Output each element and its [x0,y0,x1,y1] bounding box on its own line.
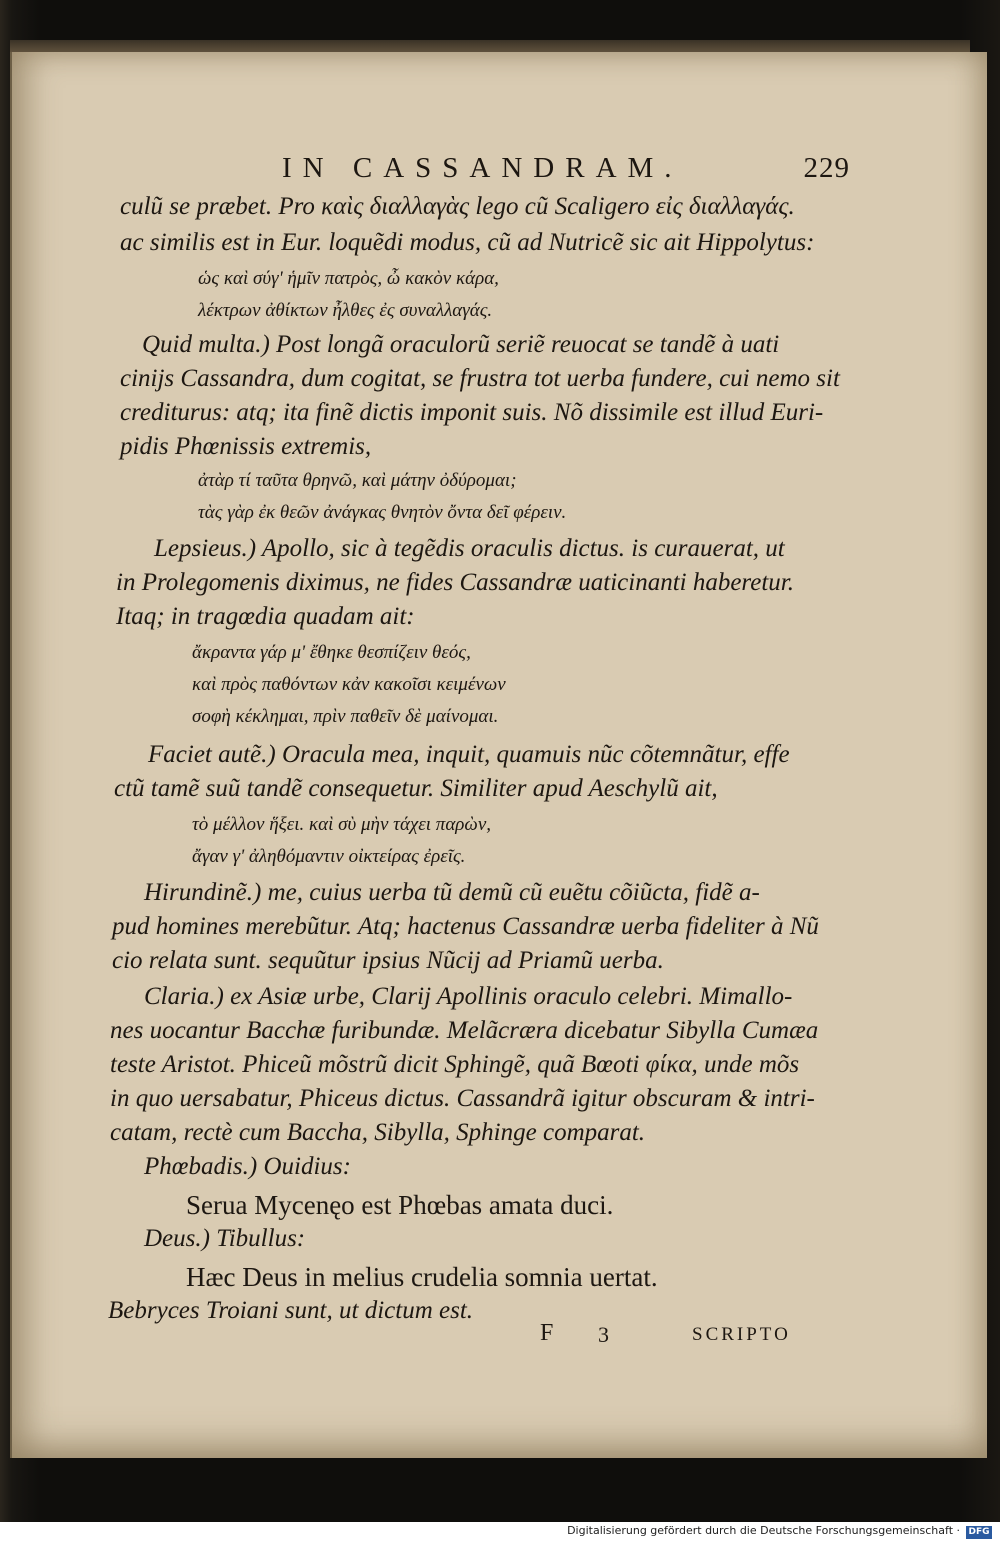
signature-number: 3 [598,1322,609,1347]
text-line: cio relata sunt. sequũtur ipsius Nũcij ad Priamũ uerba. [112,947,664,974]
greek-verse-line: λέκτρων ἀθίκτων ἦλθες ἐς συναλλαγάς. [198,300,493,321]
signature-mark: F [540,1320,554,1346]
text-line: Quid multa.) Post longã oraculorũ seriẽ reuocat se tandẽ à uati [142,331,780,358]
dfg-logo-icon: DFG [966,1526,992,1539]
page-number: 229 [803,152,850,184]
footer-bar [0,1522,1000,1544]
text-line: catam, rectè cum Baccha, Sibylla, Sphinge comparat. [110,1119,646,1146]
text-line: pud homines merebũtur. Atq; hactenus Cassandræ uerba fideliter à Nũ [112,913,819,940]
text-line: Claria.) ex Asiæ urbe, Clarij Apollinis oraculo celebri. Mimallo- [144,983,793,1010]
text-line: in Prolegomenis diximus, ne fides Cassandræ uaticinanti haberetur. [116,569,794,596]
quoted-verse: Serua Mycenęo est Phœbas amata duci. [186,1190,614,1220]
text-line: Bebryces Troiani sunt, ut dictum est. [108,1297,474,1324]
text-line: Deus.) Tibullus: [144,1225,306,1252]
greek-verse-line: ἄκραντα γάρ μ' ἔθηκε θεσπίζειν θεός, [192,642,471,663]
text-line: cinijs Cassandra, dum cogitat, se frustra tot uerba fundere, cui nemo sit [120,365,840,392]
text-line: nes uocantur Bacchæ furibundæ. Melãcræra dicebatur Sibylla Cumæa [110,1017,819,1044]
text-line: Lepsieus.) Apollo, sic à tegẽdis oraculis dictus. is curauerat, ut [154,535,785,562]
text-line: Hirundinẽ.) me, cuius uerba tũ demũ cũ euẽtu cõiũcta, fidẽ a- [144,879,760,906]
running-head-title: IN CASSANDRAM. [282,152,683,184]
text-line: Itaq; in tragœdia quadam ait: [116,603,415,630]
text-line: crediturus: atq; ita finẽ dictis imponit suis. Nõ dissimile est illud Euri- [120,399,824,426]
text-line: ctũ tamẽ suũ tandẽ consequetur. Similiter apud Aeschylũ ait, [114,775,718,802]
greek-verse-line: τὰς γὰρ ἐκ θεῶν ἀνάγκας θνητὸν ὄντα δεῖ φέρειν. [198,502,567,523]
text-line: teste Aristot. Phiceũ mõstrũ dicit Sphingẽ, quã Bœoti φίκα, unde mõs [110,1051,800,1078]
text-line: pidis Phœnissis extremis, [120,433,372,460]
funding-credit: Digitalisierung gefördert durch die Deutsche Forschungsgemeinschaft · [567,1524,960,1537]
text-line: Phœbadis.) Ouidius: [144,1153,351,1180]
greek-verse-line: ὡς καὶ σύγ' ἡμῖν πατρὸς, ὦ κακὸν κάρα, [198,268,499,289]
greek-verse-line: ἀτὰρ τί ταῦτα θρηνῶ, καὶ μάτην ὀδύρομαι; [198,470,517,491]
text-line: in quo uersabatur, Phiceus dictus. Cassandrã igitur obscuram & intri- [110,1085,815,1112]
greek-verse-line: καὶ πρὸς παθόντων κἀν κακοῖσι κειμένων [192,674,506,695]
text-line: Faciet autẽ.) Oracula mea, inquit, quamuis nũc cõtemnãtur, effe [148,741,790,768]
greek-verse-line: ἄγαν γ' ἀληθόμαντιν οἰκτείρας ἐρεῖς. [192,846,466,867]
quoted-verse: Hæc Deus in melius crudelia somnia uertat. [186,1262,658,1292]
catchword: SCRIPTO [692,1324,791,1345]
greek-verse-line: σοφὴ κέκλημαι, πρὶν παθεῖν δὲ μαίνομαι. [192,706,499,727]
text-line: culũ se præbet. Pro καὶς διαλλαγὰς lego cũ Scaligero εἰς διαλλαγάς. [120,193,795,220]
text-line: ac similis est in Eur. loquẽdi modus, cũ ad Nutricẽ sic ait Hippolytus: [120,229,815,256]
greek-verse-line: τὸ μέλλον ἥξει. καὶ σὺ μὴν τάχει παρὼν, [192,814,492,835]
running-head [180,152,850,192]
